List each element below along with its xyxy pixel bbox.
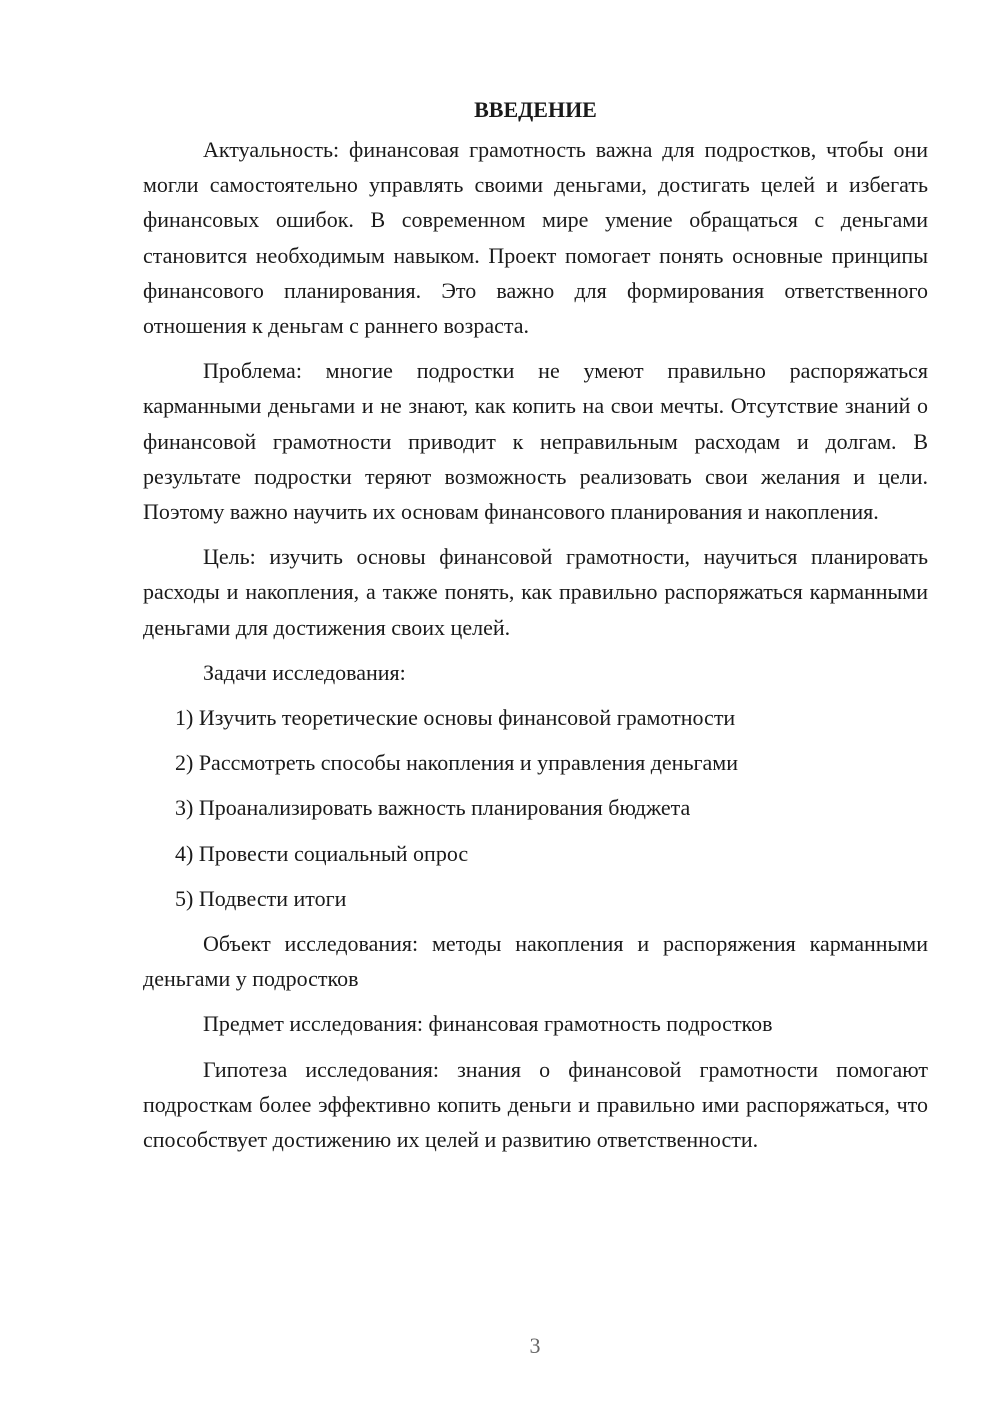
goal-paragraph: Цель: изучить основы финансовой грамотности, научиться планировать расходы и накопления, а также понять, как правильно распоряжаться карманными деньгами для достижения своих целей. xyxy=(143,544,928,640)
task-item: 2) Рассмотреть способы накопления и управления деньгами xyxy=(175,750,738,776)
object-paragraph: Объект исследования: методы накопления и распоряжения карманными деньгами у подростков xyxy=(143,931,928,992)
subject-paragraph: Предмет исследования: финансовая грамотность подростков xyxy=(203,1011,773,1037)
hypothesis-paragraph: Гипотеза исследования: знания о финансовой грамотности помогают подросткам более эффективно копить деньги и правильно ими распоряжаться, что способствует достижению их целей и развитию ответственности. xyxy=(143,1056,928,1153)
problem-paragraph: Проблема: многие подростки не умеют правильно распоряжаться карманными деньгами и не знают, как копить на свои мечты. Отсутствие знаний о финансовой грамотности приводит к неправильным расходам и долгам. В результате подростки теряют возможность реализовать свои желания и цели. Поэтому важно научить их основам финансового планирования и накопления. xyxy=(143,358,928,525)
relevance-paragraph: Актуальность: финансовая грамотность важна для подростков, чтобы они могли самостоятельно управлять своими деньгами, достигать целей и избегать финансовых ошибок. В современном мире умение обращаться с деньгами становится необходимым навыком. Проект помогает понять основные принципы финансового планирования. Это важно для формирования ответственного отношения к деньгам с раннего возраста. xyxy=(143,137,928,339)
task-item: 1) Изучить теоретические основы финансовой грамотности xyxy=(175,705,736,731)
tasks-heading: Задачи исследования: xyxy=(203,659,406,685)
document-body xyxy=(143,92,928,1167)
task-item: 4) Провести социальный опрос xyxy=(175,840,469,866)
page-number: 3 xyxy=(529,1333,541,1358)
task-item: 3) Проанализировать важность планирования бюджета xyxy=(175,795,691,821)
task-item: 5) Подвести итоги xyxy=(175,885,347,911)
page-title: ВВЕДЕНИЕ xyxy=(474,97,597,122)
tasks-list xyxy=(143,700,928,916)
